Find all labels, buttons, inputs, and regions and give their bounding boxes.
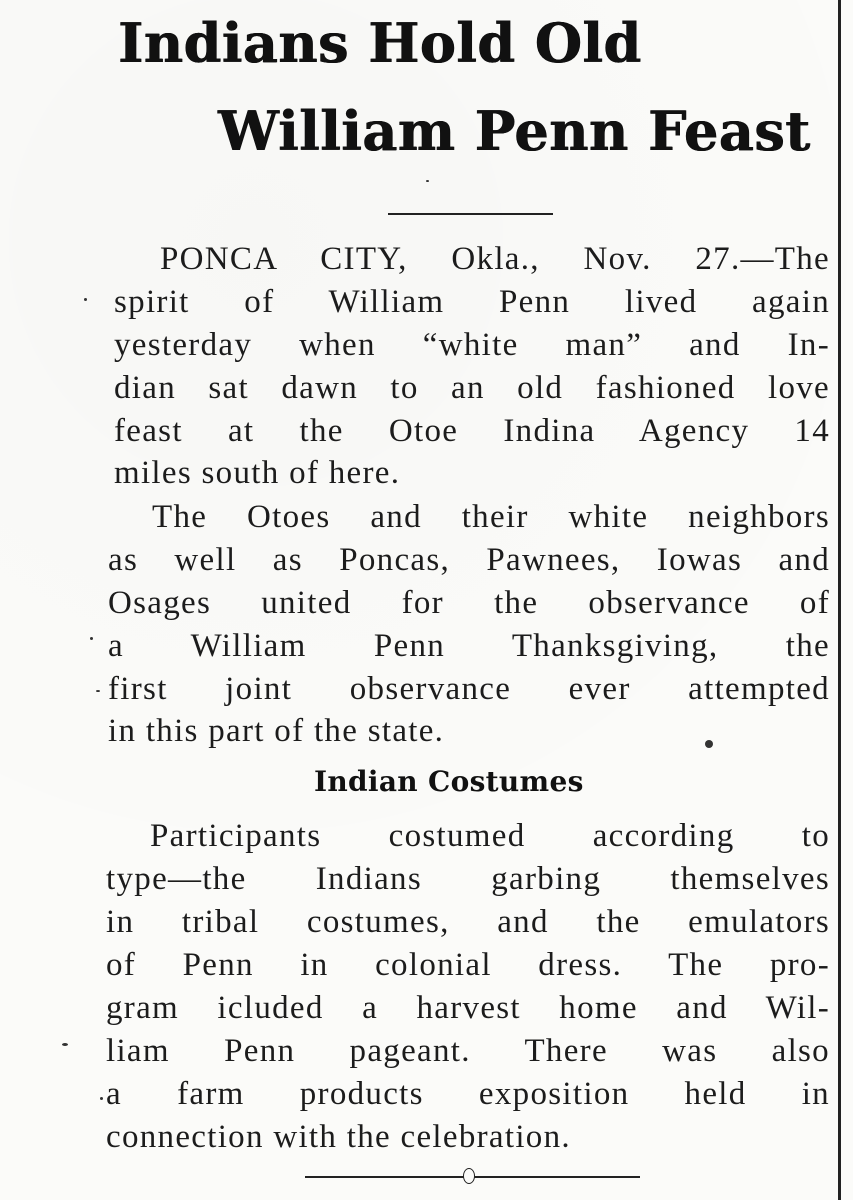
paragraph-3-line-3: in tribal costumes, and the emulators	[106, 904, 830, 940]
column-rule	[838, 0, 841, 1200]
paragraph-2-line-6: in this part of the state.	[108, 713, 445, 749]
paragraph-2-line-2: as well as Poncas, Pawnees, Iowas and	[108, 542, 830, 578]
headline-line-1: Indians Hold Old	[118, 11, 642, 75]
paragraph-3-line-6: liam Penn pageant. There was also	[106, 1033, 830, 1069]
paragraph-2-line-3: Osages united for the observance of	[108, 585, 830, 621]
paragraph-2-line-1: The Otoes and their white neighbors	[152, 499, 830, 535]
ink-speck	[426, 180, 429, 182]
paragraph-3-line-5: gram icluded a harvest home and Wil-	[106, 990, 830, 1026]
paragraph-3-line-4: of Penn in colonial dress. The pro-	[106, 947, 830, 983]
headline-divider	[388, 213, 553, 215]
paragraph-3-line-1: Participants costumed according to	[150, 818, 830, 854]
paragraph-1-line-2: spirit of William Penn lived again	[114, 284, 830, 320]
ink-speck	[96, 690, 100, 692]
ink-speck	[84, 298, 87, 301]
paragraph-1-line-3: yesterday when “white man” and In-	[114, 327, 830, 363]
paragraph-1-line-6: miles south of here.	[114, 455, 401, 491]
paragraph-3-line-2: type—the Indians garbing themselves	[106, 861, 830, 897]
ink-speck	[62, 1043, 68, 1046]
paragraph-2-line-4: a William Penn Thanksgiving, the	[108, 628, 830, 664]
paragraph-3-line-8: connection with the celebration.	[106, 1119, 571, 1155]
section-subhead: Indian Costumes	[314, 765, 584, 798]
ink-speck	[100, 1097, 103, 1100]
ink-speck	[705, 740, 713, 748]
ink-speck	[90, 637, 93, 640]
paragraph-1-line-4: dian sat dawn to an old fashioned love	[114, 370, 830, 406]
headline-line-2: William Penn Feast	[218, 99, 811, 163]
paragraph-2-line-5: first joint observance ever attempted	[108, 671, 830, 707]
paragraph-1-line-1: PONCA CITY, Okla., Nov. 27.—The	[160, 241, 830, 277]
end-divider-ornament	[463, 1168, 475, 1184]
paragraph-3-line-7: a farm products exposition held in	[106, 1076, 830, 1112]
paragraph-1-line-5: feast at the Otoe Indina Agency 14	[114, 413, 830, 449]
